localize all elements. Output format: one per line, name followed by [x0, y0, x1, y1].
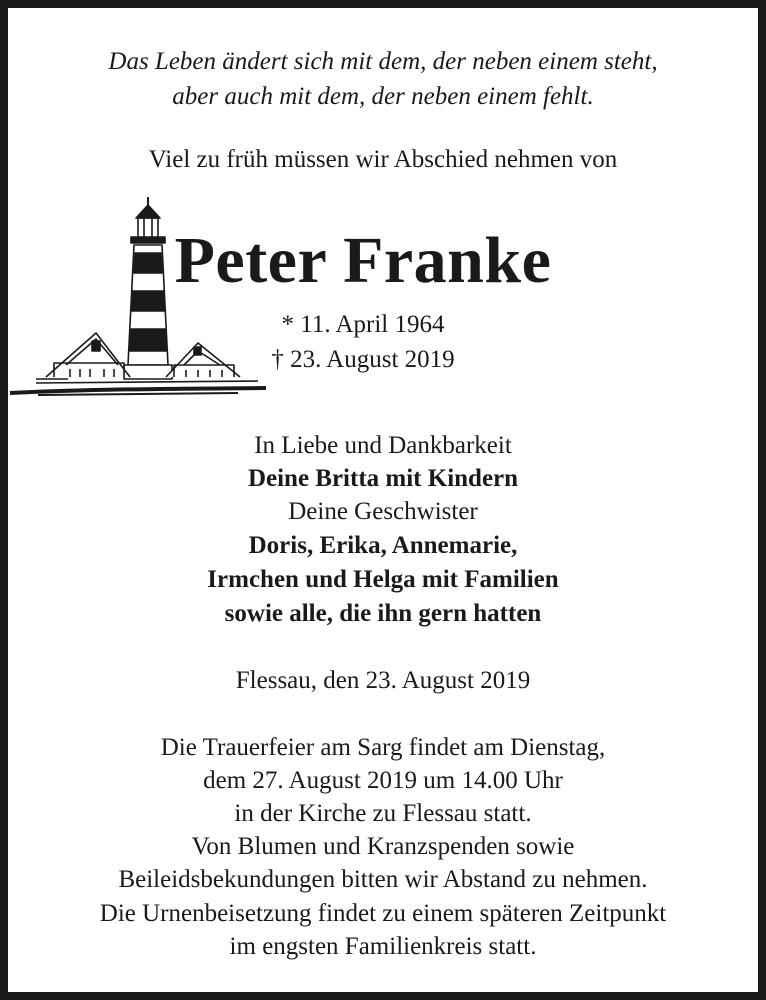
mourners-line-6: sowie alle, die ihn gern hatten [224, 600, 542, 627]
deceased-name: Peter Franke [174, 224, 552, 297]
mourners-line-3: Deine Geschwister [288, 498, 478, 525]
notice-line-4: Von Blumen und Kranzspenden sowie [191, 833, 575, 860]
notice-line-1: Die Trauerfeier am Sarg findet am Dienstag, [160, 734, 606, 761]
notice-line-6: Die Urnenbeisetzung findet zu einem späteren Zeitpunkt [99, 900, 667, 927]
notice-line-3: in der Kirche zu Flessau statt. [234, 800, 532, 827]
mourners-line-4: Doris, Erika, Annemarie, [248, 532, 518, 559]
place-date: Flessau, den 23. August 2019 [235, 667, 531, 694]
notice-line-7: im engsten Familienkreis statt. [229, 933, 537, 960]
lead-line: Viel zu früh müssen wir Abschied nehmen von [148, 146, 618, 173]
mourners-line-2: Deine Britta mit Kindern [247, 465, 519, 492]
notice-line-5: Beileidsbekundungen bitten wir Abstand zu nehmen. [118, 866, 648, 893]
death-date: † 23. August 2019 [271, 346, 455, 373]
mourners-line-5: Irmchen und Helga mit Familien [207, 566, 559, 593]
notice-line-2: dem 27. August 2019 um 14.00 Uhr [203, 767, 563, 794]
motto-line-1: Das Leben ändert sich mit dem, der neben einem steht, [108, 48, 658, 75]
mourners-line-1: In Liebe und Dankbarkeit [254, 432, 512, 459]
motto-line-2: aber auch mit dem, der neben einem fehlt. [172, 83, 594, 110]
birth-date: * 11. April 1964 [281, 311, 445, 338]
